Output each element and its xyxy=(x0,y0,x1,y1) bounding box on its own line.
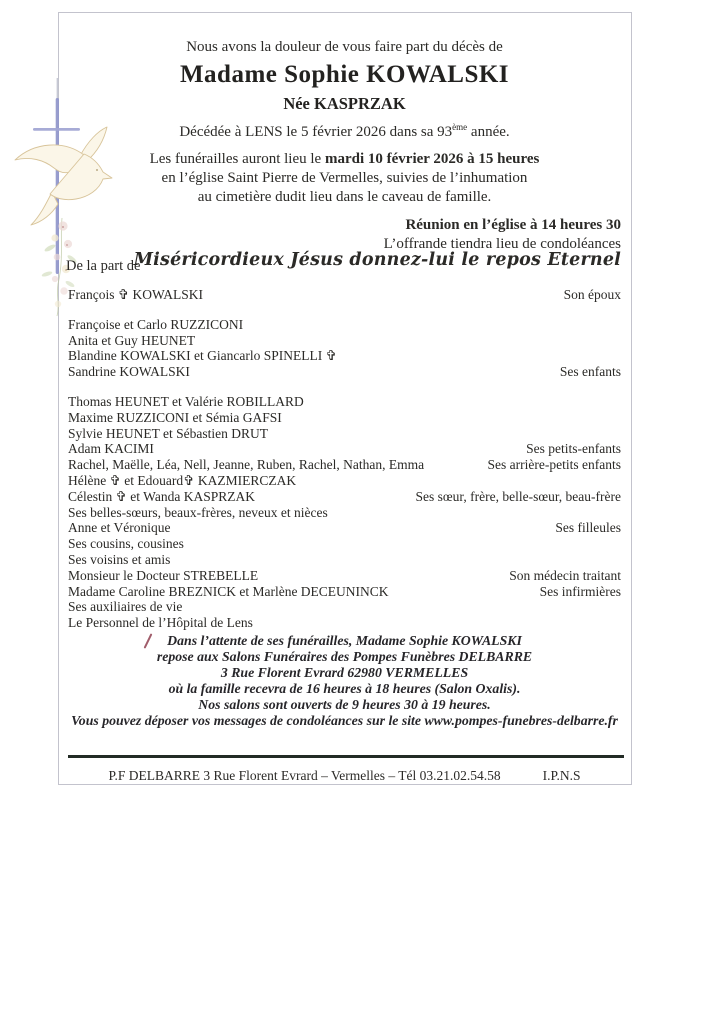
mortuary-line: 3 Rue Florent Evrard 62980 VERMELLES xyxy=(220,664,469,680)
family-relationship: Ses sœur, frère, belle-sœur, beau-frère xyxy=(415,488,621,504)
family-member-name: Monsieur le Docteur STREBELLE xyxy=(68,567,259,583)
mortuary-line: repose aux Salons Funéraires des Pompes Funèbres DELBARRE xyxy=(156,648,533,664)
family-member-name: Ses voisins et amis xyxy=(68,551,171,567)
funeral-line-1-regular: Les funérailles auront lieu le xyxy=(149,151,325,167)
family-member-name: Thomas HEUNET et Valérie ROBILLARD xyxy=(68,393,304,409)
family-member-name: Hélène ✞ et Edouard✞ KAZMIERCZAK xyxy=(68,472,297,488)
family-row xyxy=(68,333,621,349)
family-row xyxy=(68,552,621,568)
family-member-name: Adam KACIMI xyxy=(68,441,154,457)
de-la-part-label: De la part de xyxy=(66,258,141,274)
funeral-line-3: au cimetière dudit lieu dans le caveau de famille. xyxy=(197,189,492,205)
family-member-name: Madame Caroline BREZNICK et Marlène DECEUNINCK xyxy=(68,583,389,599)
mortuary-line: Vous pouvez déposer vos messages de condoléances sur le site www.pompes-funebres-delbarre.fr xyxy=(71,712,618,728)
reunion-line: Réunion en l’église à 14 heures 30 xyxy=(405,217,621,233)
footer-ipns: I.P.N.S xyxy=(542,768,581,783)
footer-rule xyxy=(68,755,624,758)
family-row xyxy=(68,536,621,552)
mortuary-line: Nos salons sont ouverts de 9 heures 30 à 19 heures. xyxy=(198,696,491,712)
funeral-line-1-bold: mardi 10 février 2026 à 15 heures xyxy=(324,151,540,167)
family-relationship: Ses enfants xyxy=(559,364,621,380)
family-member-name: Sylvie HEUNET et Sébastien DRUT xyxy=(68,425,268,441)
family-row xyxy=(68,457,621,473)
deceased-name: Madame Sophie KOWALSKI xyxy=(179,61,510,88)
family-row xyxy=(68,317,621,333)
family-row xyxy=(68,441,621,457)
family-row xyxy=(68,505,621,521)
funeral-line-2: en l’église Saint Pierre de Vermelles, suivies de l’inhumation xyxy=(161,170,528,186)
family-relationship: Ses arrière-petits enfants xyxy=(487,457,621,473)
family-relationship: Ses infirmières xyxy=(539,583,621,599)
family-row xyxy=(68,287,621,303)
family-member-name: Sandrine KOWALSKI xyxy=(68,364,190,380)
family-row xyxy=(68,364,621,380)
mortuary-line: Dans l’attente de ses funérailles, Madame Sophie KOWALSKI xyxy=(167,633,522,648)
family-row xyxy=(68,599,621,615)
family-relationship: Son époux xyxy=(563,287,621,302)
death-line-text: Décédée à LENS le 5 février 2026 dans sa 93 xyxy=(179,124,453,140)
family-member-name: Rachel, Maëlle, Léa, Nell, Jeanne, Ruben, Rachel, Nathan, Emma xyxy=(68,457,425,473)
family-member-name: Ses belles-sœurs, beaux-frères, neveux et nièces xyxy=(68,504,328,520)
prayer-line: Miséricordieux Jésus donnez-lui le repos Eternel xyxy=(133,250,621,270)
footer-address: P.F DELBARRE 3 Rue Florent Evrard – Vermelles – Tél 03.21.02.54.58 xyxy=(108,768,501,783)
family-relationship: Ses petits-enfants xyxy=(526,441,621,457)
family-member-name: Maxime RUZZICONI et Sémia GAFSI xyxy=(68,409,282,425)
family-row xyxy=(68,348,621,364)
maiden-name: Née KASPRZAK xyxy=(283,94,406,113)
family-row xyxy=(68,410,621,426)
family-row xyxy=(68,520,621,536)
family-relationship: Son médecin traitant xyxy=(509,567,621,583)
family-member-name: Françoise et Carlo RUZZICONI xyxy=(68,316,244,332)
death-line-end: année. xyxy=(467,124,510,140)
death-line-superscript: ème xyxy=(452,122,468,132)
family-member-name: Anita et Guy HEUNET xyxy=(68,332,196,348)
family-member-name: Le Personnel de l’Hôpital de Lens xyxy=(68,615,253,631)
family-relationship: Ses filleules xyxy=(555,520,621,536)
funeral-line-1 xyxy=(58,151,631,168)
family-row-spacer xyxy=(68,380,621,394)
family-row xyxy=(68,568,621,584)
family-member-name: François ✞ KOWALSKI xyxy=(68,287,204,302)
family-member-name: Célestin ✞ et Wanda KASPRZAK xyxy=(68,488,255,504)
offrande-line: L’offrande tiendra lieu de condoléances xyxy=(383,236,621,252)
family-row xyxy=(68,426,621,442)
death-line xyxy=(58,122,631,141)
family-member-name: Ses auxiliaires de vie xyxy=(68,599,183,615)
family-row-spacer xyxy=(68,303,621,317)
family-row xyxy=(68,473,621,489)
family-member-name: Blandine KOWALSKI et Giancarlo SPINELLI ✞ xyxy=(68,348,337,364)
family-row xyxy=(68,615,621,631)
family-member-name: Ses cousins, cousines xyxy=(68,536,184,552)
mortuary-line: où la famille recevra de 16 heures à 18 heures (Salon Oxalis). xyxy=(168,680,521,696)
family-row xyxy=(68,489,621,505)
family-member-name: Anne et Véronique xyxy=(68,520,171,536)
family-list xyxy=(68,287,621,631)
footer-line xyxy=(58,768,631,784)
intro-line: Nous avons la douleur de vous faire part du décès de xyxy=(186,39,503,55)
family-row xyxy=(68,394,621,410)
mortuary-notice xyxy=(58,633,631,728)
family-row xyxy=(68,584,621,600)
